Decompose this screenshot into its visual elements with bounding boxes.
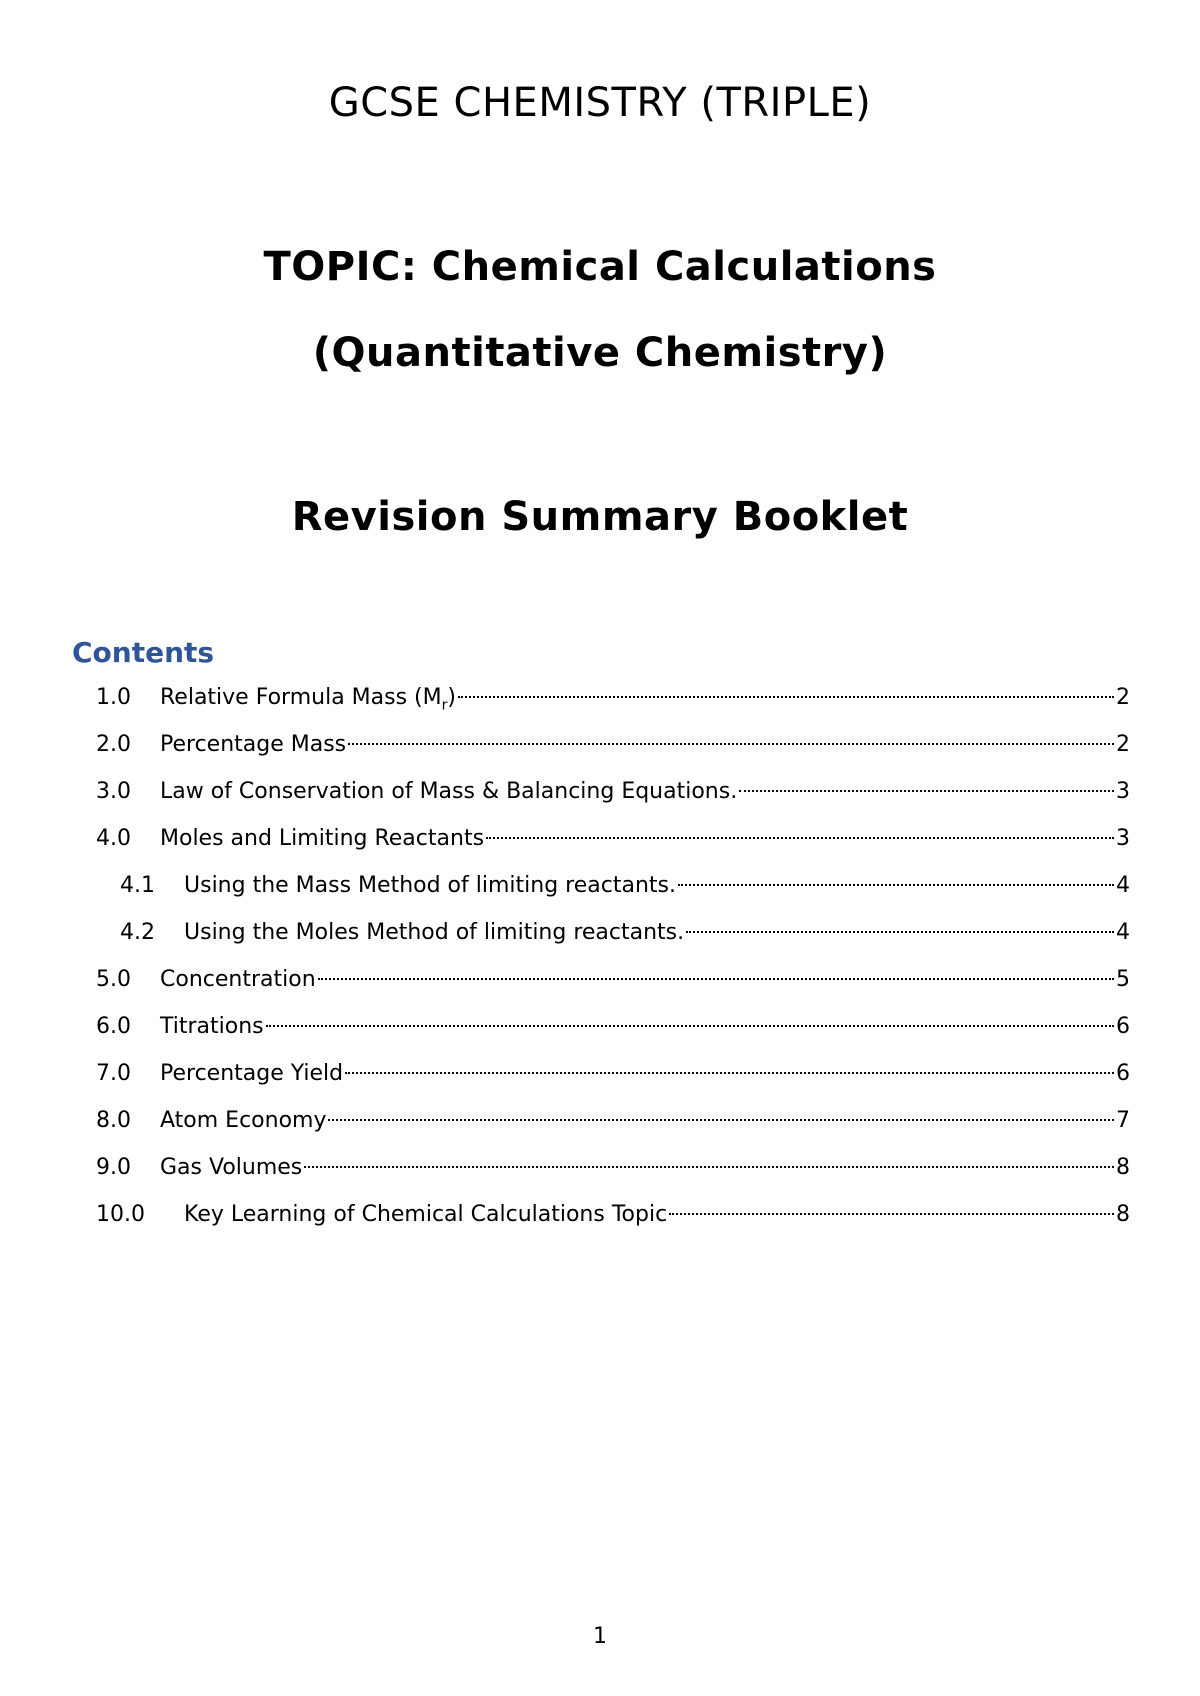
toc-entry[interactable] <box>96 1059 1130 1106</box>
page-number: 1 <box>593 1624 607 1649</box>
toc-entry[interactable] <box>96 1153 1130 1200</box>
toc-entry-page: 8 <box>1116 1155 1130 1180</box>
toc-entry-page: 7 <box>1116 1108 1130 1133</box>
toc-leader <box>345 1072 1114 1074</box>
toc-entry-number: 3.0 <box>96 779 131 804</box>
toc-entry[interactable] <box>96 777 1130 824</box>
contents-heading: Contents <box>72 636 215 669</box>
toc-leader <box>266 1025 1114 1027</box>
toc-entry-number: 4.1 <box>120 873 155 898</box>
toc-entry-page: 6 <box>1116 1061 1130 1086</box>
toc-entry-number: 6.0 <box>96 1014 131 1039</box>
toc-entry-page: 2 <box>1116 685 1130 710</box>
toc-entry[interactable] <box>96 1200 1130 1247</box>
toc-leader <box>328 1119 1114 1121</box>
toc-entry[interactable] <box>96 1106 1130 1153</box>
toc-entry-page: 3 <box>1116 779 1130 804</box>
toc-entry-number: 1.0 <box>96 685 131 710</box>
toc-entry-label: Moles and Limiting Reactants <box>160 826 485 851</box>
course-title: GCSE CHEMISTRY (TRIPLE) <box>328 80 872 126</box>
topic-title: TOPIC: Chemical Calculations <box>263 244 937 290</box>
toc-entry[interactable] <box>96 730 1130 777</box>
toc-entry-page: 6 <box>1116 1014 1130 1039</box>
toc-entry-page: 4 <box>1116 873 1130 898</box>
toc-entry-label: Key Learning of Chemical Calculations Topic <box>184 1202 668 1227</box>
toc-entry-label: Using the Mass Method of limiting reactants. <box>184 873 676 898</box>
toc-entry-page: 5 <box>1116 967 1130 992</box>
toc-leader <box>348 743 1114 745</box>
toc-subentry[interactable] <box>96 918 1130 965</box>
toc-entry-page: 2 <box>1116 732 1130 757</box>
toc-leader <box>458 696 1114 698</box>
toc-entry-label: Relative Formula Mass $(M_r)$ <box>160 685 456 714</box>
toc-entry-number: 10.0 <box>96 1202 145 1227</box>
toc-entry-page: 8 <box>1116 1202 1130 1227</box>
toc-entry-number: 7.0 <box>96 1061 131 1086</box>
toc-leader <box>669 1213 1114 1215</box>
table-of-contents <box>96 683 1130 1247</box>
toc-leader <box>486 837 1114 839</box>
toc-entry-number: 9.0 <box>96 1155 131 1180</box>
toc-leader <box>304 1166 1114 1168</box>
toc-entry-number: 4.0 <box>96 826 131 851</box>
toc-entry[interactable] <box>96 1012 1130 1059</box>
toc-entry-label: Percentage Yield <box>160 1061 344 1086</box>
toc-entry-label: Titrations <box>160 1014 264 1039</box>
toc-leader <box>739 790 1114 792</box>
booklet-title: Revision Summary Booklet <box>291 494 909 540</box>
toc-entry-number: 4.2 <box>120 920 155 945</box>
toc-entry[interactable] <box>96 965 1130 1012</box>
topic-subtitle: (Quantitative Chemistry) <box>312 330 888 376</box>
toc-entry-label: Using the Moles Method of limiting reactants. <box>184 920 685 945</box>
toc-entry-label: Law of Conservation of Mass & Balancing Equations. <box>160 779 738 804</box>
toc-entry[interactable] <box>96 824 1130 871</box>
toc-entry-page: 4 <box>1116 920 1130 945</box>
toc-entry-page: 3 <box>1116 826 1130 851</box>
toc-entry-label: Concentration <box>160 967 316 992</box>
toc-entry-label: Percentage Mass <box>160 732 347 757</box>
toc-entry-number: 8.0 <box>96 1108 131 1133</box>
toc-leader <box>678 884 1114 886</box>
toc-leader <box>318 978 1114 980</box>
toc-subentry[interactable] <box>96 871 1130 918</box>
toc-entry-label: Atom Economy <box>160 1108 327 1133</box>
toc-entry-number: 2.0 <box>96 732 131 757</box>
toc-leader <box>686 931 1114 933</box>
toc-entry-number: 5.0 <box>96 967 131 992</box>
toc-entry-label: Gas Volumes <box>160 1155 303 1180</box>
toc-entry[interactable] <box>96 683 1130 730</box>
